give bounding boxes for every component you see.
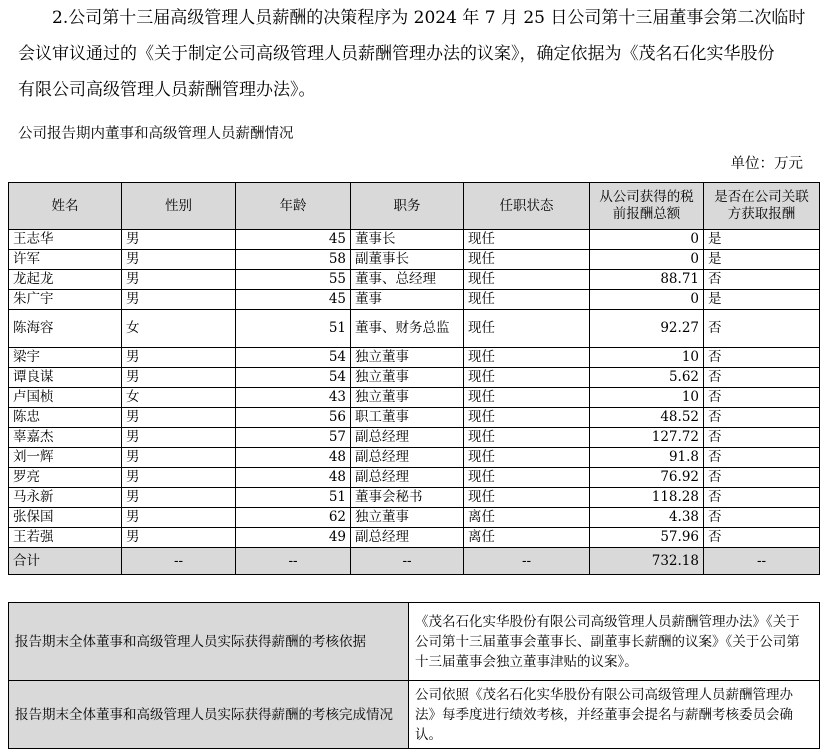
age-cell: 43 [236, 388, 351, 408]
status-cell: 现任 [464, 488, 590, 508]
assessment-completion-row [9, 681, 820, 749]
table-row [9, 508, 820, 528]
gender-cell: 男 [122, 348, 236, 368]
table-row [9, 468, 820, 488]
name-cell: 罗亮 [9, 468, 122, 488]
table-row [9, 348, 820, 368]
table-row [9, 448, 820, 468]
table-row [9, 290, 820, 310]
position-cell: 董事 [351, 290, 464, 310]
status-cell: 现任 [464, 368, 590, 388]
related-party-cell: 否 [704, 508, 820, 528]
position-cell: 独立董事 [351, 508, 464, 528]
table-cell: -- [704, 548, 820, 575]
pay-cell: 0 [590, 290, 704, 310]
pay-cell: 0 [590, 250, 704, 270]
age-cell: 45 [236, 230, 351, 250]
pay-cell: 91.8 [590, 448, 704, 468]
age-cell: 54 [236, 368, 351, 388]
age-cell: 54 [236, 348, 351, 368]
pay-cell: 4.38 [590, 508, 704, 528]
status-cell: 离任 [464, 508, 590, 528]
name-cell: 王若强 [9, 528, 122, 548]
gender-cell: 男 [122, 468, 236, 488]
gender-cell: 男 [122, 528, 236, 548]
related-party-cell: 是 [704, 290, 820, 310]
total-row [9, 548, 820, 575]
table-row [9, 428, 820, 448]
related-party-cell: 否 [704, 428, 820, 448]
pay-cell: 76.92 [590, 468, 704, 488]
pay-cell: 92.27 [590, 310, 704, 348]
table-row [9, 488, 820, 508]
name-cell: 刘一辉 [9, 448, 122, 468]
table-row [9, 310, 820, 348]
pay-cell: 10 [590, 348, 704, 368]
total-label: 合计 [9, 548, 122, 575]
pay-cell: 5.62 [590, 368, 704, 388]
status-cell: 现任 [464, 448, 590, 468]
status-cell: 现任 [464, 348, 590, 368]
table-cell: -- [122, 548, 236, 575]
gender-cell: 女 [122, 310, 236, 348]
gender-cell: 男 [122, 408, 236, 428]
age-cell: 62 [236, 508, 351, 528]
name-cell: 梁宇 [9, 348, 122, 368]
name-cell: 辜嘉杰 [9, 428, 122, 448]
table-row [9, 528, 820, 548]
related-party-cell: 否 [704, 270, 820, 290]
age-cell: 49 [236, 528, 351, 548]
gender-cell: 男 [122, 448, 236, 468]
related-party-cell: 否 [704, 368, 820, 388]
age-cell: 51 [236, 310, 351, 348]
status-cell: 现任 [464, 250, 590, 270]
related-party-cell: 是 [704, 230, 820, 250]
gender-cell: 男 [122, 488, 236, 508]
status-cell: 现任 [464, 230, 590, 250]
related-party-cell: 否 [704, 488, 820, 508]
pay-cell: 127.72 [590, 428, 704, 448]
position-cell: 独立董事 [351, 348, 464, 368]
name-cell: 谭良谋 [9, 368, 122, 388]
position-cell: 职工董事 [351, 408, 464, 428]
section-title: 公司报告期内董事和高级管理人员薪酬情况 [18, 126, 294, 142]
gender-cell: 男 [122, 428, 236, 448]
gender-cell: 男 [122, 250, 236, 270]
name-cell: 陈海容 [9, 310, 122, 348]
related-party-cell: 否 [704, 468, 820, 488]
status-cell: 现任 [464, 428, 590, 448]
header-related-party: 是否在公司关联方获取报酬 [704, 183, 820, 230]
status-cell: 现任 [464, 270, 590, 290]
table-row [9, 250, 820, 270]
assessment-basis-row [9, 603, 820, 681]
status-cell: 现任 [464, 290, 590, 310]
age-cell: 56 [236, 408, 351, 428]
name-cell: 龙起龙 [9, 270, 122, 290]
age-cell: 58 [236, 250, 351, 270]
table-row [9, 270, 820, 290]
position-cell: 副总经理 [351, 528, 464, 548]
status-cell: 现任 [464, 408, 590, 428]
pay-cell: 57.96 [590, 528, 704, 548]
related-party-cell: 否 [704, 348, 820, 368]
header-status: 任职状态 [464, 183, 590, 230]
table-row [9, 230, 820, 250]
table-cell: -- [351, 548, 464, 575]
position-cell: 董事、总经理 [351, 270, 464, 290]
assessment-completion-value: 公司依照《茂名石化实华股份有限公司高级管理人员薪酬管理办法》每季度进行绩效考核，并经董事会提名与薪酬考核委员会确认。 [409, 681, 820, 749]
pay-cell: 48.52 [590, 408, 704, 428]
age-cell: 48 [236, 448, 351, 468]
related-party-cell: 否 [704, 448, 820, 468]
paragraph-line-3: 有限公司高级管理人员薪酬管理办法》。 [18, 80, 316, 100]
table-header-row [9, 183, 820, 230]
related-party-cell: 否 [704, 528, 820, 548]
gender-cell: 男 [122, 508, 236, 528]
status-cell: 现任 [464, 468, 590, 488]
assessment-basis-value: 《茂名石化实华股份有限公司高级管理人员薪酬管理办法》《关于公司第十三届董事会董事长、副董事长薪酬的议案》《关于公司第十三届董事会独立董事津贴的议案》。 [409, 603, 820, 681]
position-cell: 独立董事 [351, 388, 464, 408]
status-cell: 现任 [464, 388, 590, 408]
position-cell: 董事、财务总监 [351, 310, 464, 348]
name-cell: 陈忠 [9, 408, 122, 428]
table-cell: -- [236, 548, 351, 575]
position-cell: 董事会秘书 [351, 488, 464, 508]
table-cell: -- [464, 548, 590, 575]
gender-cell: 男 [122, 270, 236, 290]
assessment-basis-label: 报告期末全体董事和高级管理人员实际获得薪酬的考核依据 [9, 603, 409, 681]
pay-cell: 0 [590, 230, 704, 250]
name-cell: 马永新 [9, 488, 122, 508]
gender-cell: 男 [122, 368, 236, 388]
header-pay: 从公司获得的税前报酬总额 [590, 183, 704, 230]
assessment-table [8, 602, 820, 749]
pay-cell: 10 [590, 388, 704, 408]
age-cell: 55 [236, 270, 351, 290]
name-cell: 卢国桢 [9, 388, 122, 408]
name-cell: 王志华 [9, 230, 122, 250]
table-row [9, 408, 820, 428]
related-party-cell: 是 [704, 250, 820, 270]
related-party-cell: 否 [704, 388, 820, 408]
position-cell: 副总经理 [351, 428, 464, 448]
table-row [9, 388, 820, 408]
age-cell: 45 [236, 290, 351, 310]
unit-label: 单位：万元 [730, 156, 803, 172]
gender-cell: 男 [122, 230, 236, 250]
position-cell: 副总经理 [351, 468, 464, 488]
related-party-cell: 否 [704, 408, 820, 428]
paragraph-line-1: 2.公司第十三届高级管理人员薪酬的决策程序为 2024 年 7 月 25 日公司第十三届董事会第二次临时 [52, 8, 806, 28]
position-cell: 董事长 [351, 230, 464, 250]
age-cell: 57 [236, 428, 351, 448]
name-cell: 张保国 [9, 508, 122, 528]
gender-cell: 男 [122, 290, 236, 310]
name-cell: 许军 [9, 250, 122, 270]
position-cell: 独立董事 [351, 368, 464, 388]
status-cell: 现任 [464, 310, 590, 348]
table-row [9, 368, 820, 388]
assessment-completion-label: 报告期末全体董事和高级管理人员实际获得薪酬的考核完成情况 [9, 681, 409, 749]
age-cell: 48 [236, 468, 351, 488]
status-cell: 离任 [464, 528, 590, 548]
compensation-table [8, 182, 820, 575]
name-cell: 朱广宇 [9, 290, 122, 310]
age-cell: 51 [236, 488, 351, 508]
paragraph-line-2: 会议审议通过的《关于制定公司高级管理人员薪酬管理办法的议案》，确定依据为《茂名石化实华股份 [18, 44, 775, 64]
gender-cell: 女 [122, 388, 236, 408]
pay-cell: 118.28 [590, 488, 704, 508]
header-age: 年龄 [236, 183, 351, 230]
header-position: 职务 [351, 183, 464, 230]
related-party-cell: 否 [704, 310, 820, 348]
header-name: 姓名 [9, 183, 122, 230]
header-gender: 性别 [122, 183, 236, 230]
position-cell: 副董事长 [351, 250, 464, 270]
position-cell: 副总经理 [351, 448, 464, 468]
total-pay: 732.18 [590, 548, 704, 575]
pay-cell: 88.71 [590, 270, 704, 290]
